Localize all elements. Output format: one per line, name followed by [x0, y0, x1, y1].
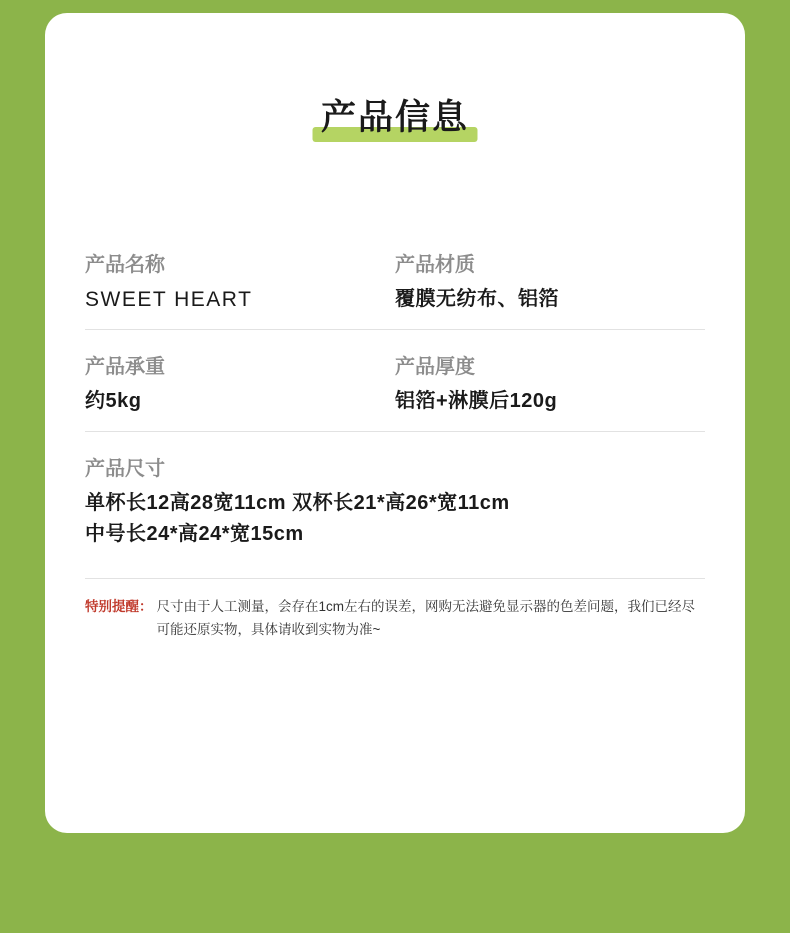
spec-row: [85, 454, 705, 579]
spec-label: 产品厚度: [395, 356, 475, 378]
spec-value: SWEET HEART: [85, 288, 253, 311]
spec-cell-thickness: [395, 352, 705, 417]
product-info-card: [45, 13, 745, 833]
spec-label: 产品名称: [85, 254, 165, 276]
spec-table: [85, 250, 705, 579]
spec-row: [85, 352, 705, 432]
special-note-text: 尺寸由于人工测量，会存在1cm左右的误差，网购无法避免显示器的色差问题，我们已经尽可能还原实物，具体请收到实物为准~: [156, 599, 696, 637]
spec-cell-load-capacity: [85, 352, 395, 417]
spec-cell-product-material: [395, 250, 705, 315]
spec-value: 覆膜无纺布、铝箔: [395, 288, 559, 310]
special-note-label: 特别提醒：: [85, 599, 153, 614]
spec-row: [85, 250, 705, 330]
spec-value-line-2: 中号长24*高24*宽15cm: [85, 523, 304, 545]
spec-label: 产品材质: [395, 254, 475, 276]
spec-value: 铝箔+淋膜后120g: [395, 390, 558, 412]
spec-label: 产品承重: [85, 356, 165, 378]
spec-label: 产品尺寸: [85, 458, 165, 480]
page-title-text: 产品信息: [320, 98, 469, 137]
spec-value: 约5kg: [85, 390, 142, 412]
special-note: [85, 595, 705, 641]
spec-cell-dimensions: [85, 454, 705, 550]
page-title: [45, 95, 745, 155]
spec-cell-product-name: [85, 250, 395, 315]
spec-value-line-1: 单杯长12高28宽11cm 双杯长21*高26*宽11cm: [85, 492, 510, 514]
